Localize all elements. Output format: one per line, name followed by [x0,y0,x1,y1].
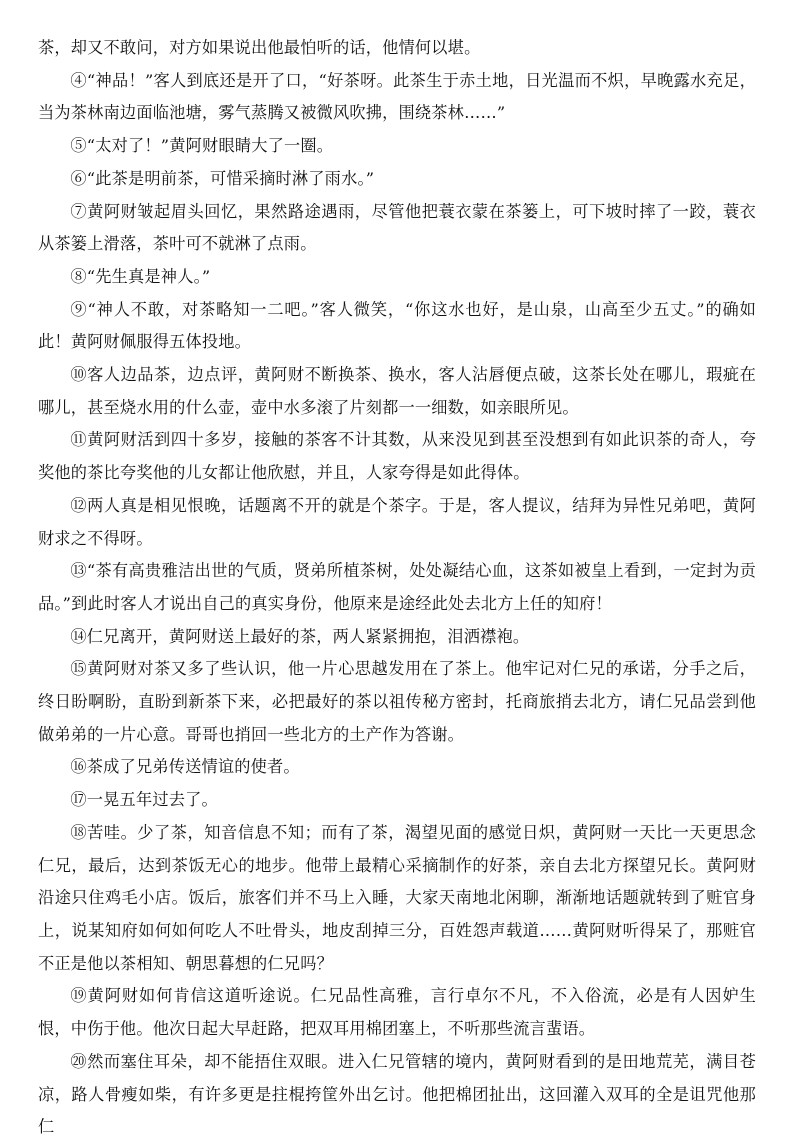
paragraph-8: ⑧“先生真是神人。” [70,266,211,286]
paragraph-19: ⑲黄阿财如何肯信这道听途说。仁兄品性高雅，言行卓尔不凡，不入俗流，必是有人因妒生恨，中伤于他。他次日起大早赶路，把双耳用棉团塞上，不听那些流言蜚语。 [38,986,756,1039]
paragraph-continuation: 茶，却又不敢问，对方如果说出他最怕听的话，他情何以堪。 [38,38,481,57]
paragraph-9: ⑨“神人不敢，对茶略知一二吧。”客人微笑，“你这水也好，是山泉，山高至少五丈。”的确如此！黄阿财佩服得五体投地。 [38,299,756,352]
paragraph-20: ⑳然而塞住耳朵，却不能捂住双眼。进入仁兄管辖的境内，黄阿财看到的是田地荒芜，满目苍凉，路人骨瘦如柴，有许多更是拄棍挎筐外出乞讨。他把棉团扯出，这回灌入双耳的全是诅咒他那仁 [38,1051,756,1137]
paragraph-4: ④“神品！”客人到底还是开了口，“好茶呀。此茶生于赤土地，日光温而不炽，早晚露水充足，当为茶林南边面临池塘，雾气蒸腾又被微风吹拂，围绕茶林……” [38,70,756,123]
paragraph-18: ⑱苦哇。少了茶，知音信息不知；而有了茶，渴望见面的感觉日炽，黄阿财一天比一天更思念仁兄，最后，达到茶饭无心的地步。他带上最精心采摘制作的好茶，亲自去北方探望兄长。黄阿财沿途只住鸡毛小店。饭后，旅客们并不马上入睡，大家天南地北闲聊，渐渐地话题就转到了赃官身上，说某知府如何如何吃人不吐骨头，地皮刮掉三分，百姓怨声载道……黄阿财听得呆了，那赃官不正是他以茶相知、朝思暮想的仁兄吗？ [38,822,756,973]
paragraph-17: ⑰一晃五年过去了。 [70,790,218,810]
paragraph-14: ⑭仁兄离开，黄阿财送上最好的茶，两人紧紧拥抱，泪洒襟袍。 [70,626,530,646]
paragraph-6: ⑥“此茶是明前茶，可惜采摘时淋了雨水。” [70,168,375,188]
paragraph-10: ⑩客人边品茶，边点评，黄阿财不断换茶、换水，客人沾唇便点破，这茶长处在哪儿，瑕疵在哪儿，甚至烧水用的什么壶，壶中水多滚了片刻都一一细数，如亲眼所见。 [38,365,756,417]
paragraph-16: ⑯茶成了兄弟传送情谊的使者。 [70,757,300,777]
paragraph-5: ⑤“太对了！”黄阿财眼睛大了一圈。 [70,136,334,156]
paragraph-12: ⑫两人真是相见恨晚，话题离不开的就是个茶字。于是，客人提议，结拜为异性兄弟吧，黄阿财求之不得呀。 [38,495,756,548]
paragraph-7: ⑦黄阿财皱起眉头回忆，果然路途遇雨，尽管他把蓑衣蒙在茶篓上，可下坡时摔了一跤，蓑衣从茶篓上滑落，茶叶可不就淋了点雨。 [38,201,756,254]
paragraph-15: ⑮黄阿财对茶又多了些认识，他一片心思越发用在了茶上。他牢记对仁兄的承诺，分手之后，终日盼啊盼，直盼到新茶下来，必把最好的茶以祖传秘方密封，托商旅捎去北方，请仁兄品尝到他做弟弟的一片心意。哥哥也捎回一些北方的土产作为答谢。 [38,659,756,744]
paragraph-11: ⑪黄阿财活到四十多岁，接触的茶客不计其数，从来没见到甚至没想到有如此识茶的奇人，夸奖他的茶比夸奖他的儿女都让他欣慰，并且，人家夸得是如此得体。 [38,430,756,483]
paragraph-13: ⑬“茶有高贵雅洁出世的气质，贤弟所植茶树，处处凝结心血，这茶如被皇上看到，一定封为贡品。”到此时客人才说出自己的真实身份，他原来是途经此处去北方上任的知府！ [38,561,756,613]
